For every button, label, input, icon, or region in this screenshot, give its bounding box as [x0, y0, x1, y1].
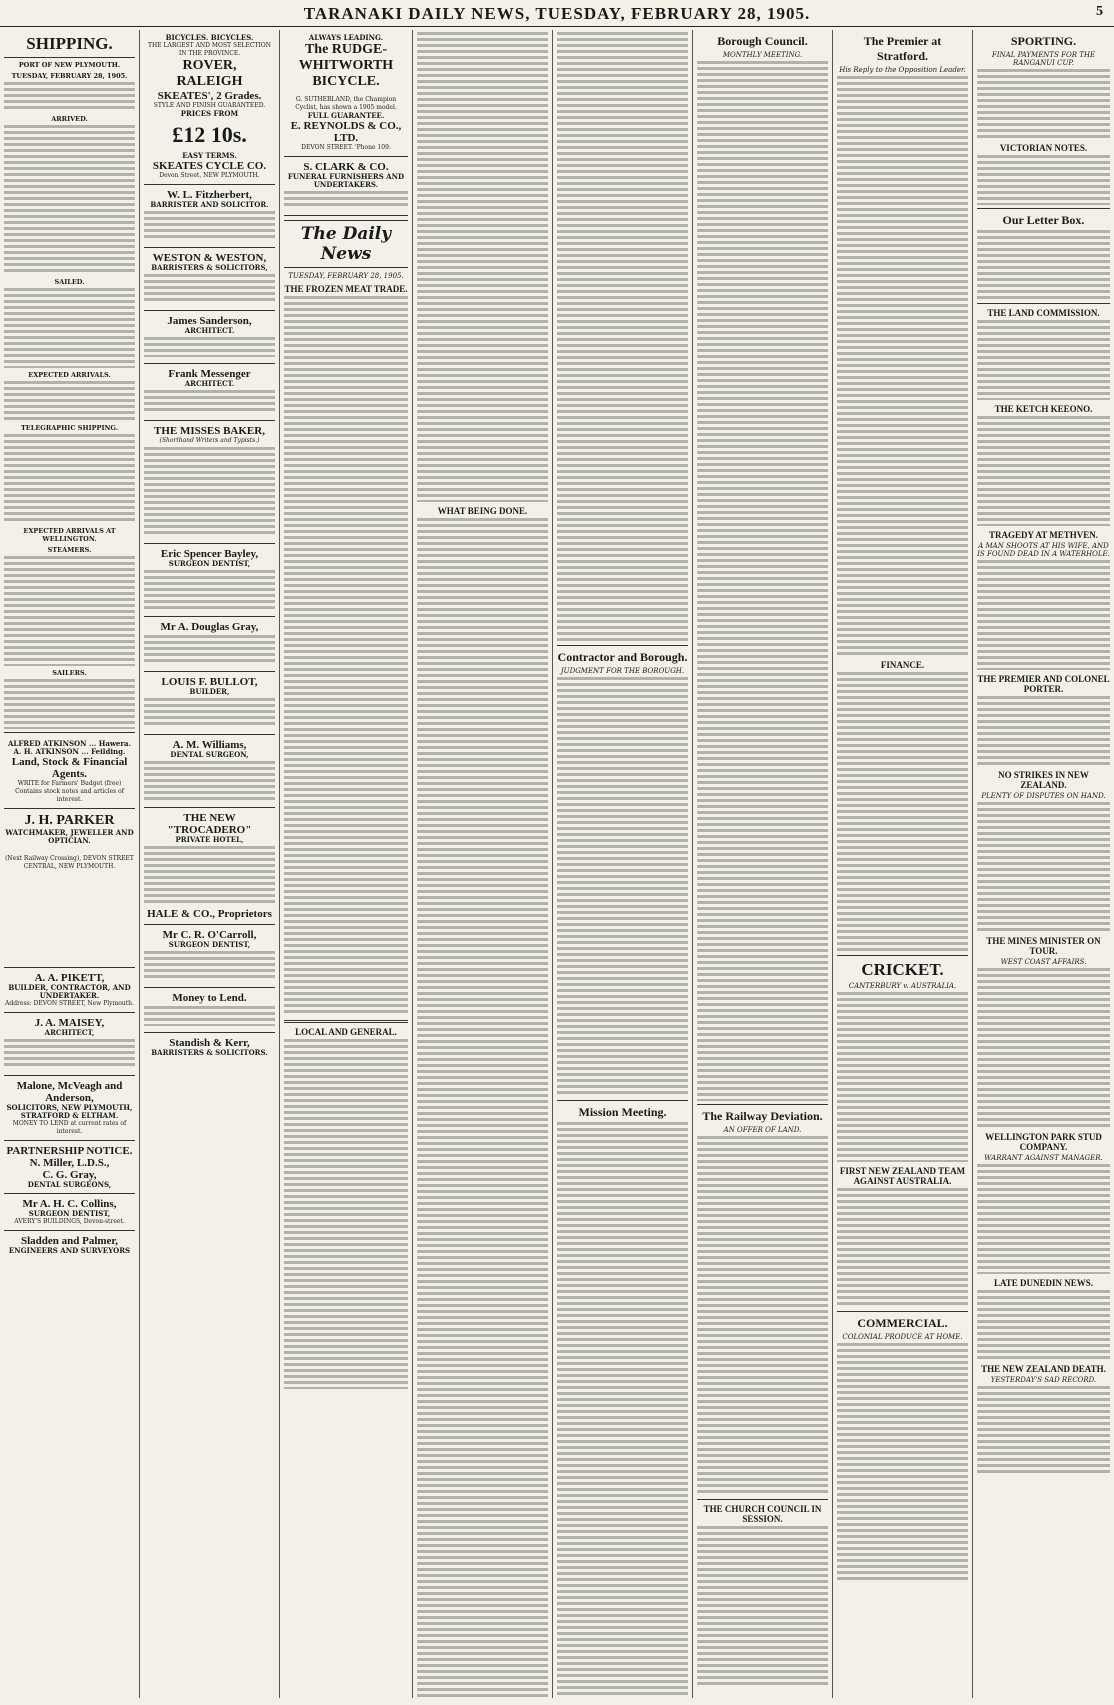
commercial-heading: COMMERCIAL.	[857, 1316, 948, 1330]
plenty-subheading: PLENTY OF DISPUTES ON HAND.	[981, 792, 1106, 800]
shipping-heading: SHIPPING.	[26, 34, 113, 53]
wellington-stud-heading: WELLINGTON PARK STUD COMPANY.	[985, 1132, 1102, 1152]
ad-misses-baker-trade: (Shorthand Writers and Typists.)	[159, 437, 260, 444]
ad-always-leading: ALWAYS LEADING.	[308, 33, 384, 42]
ad-standish	[144, 1033, 275, 1061]
ad-ocarroll	[144, 925, 275, 988]
steamers-heading: STEAMERS.	[47, 546, 92, 554]
ad-pikett-trade: BUILDER, CONTRACTOR, AND UNDERTAKER.	[8, 983, 131, 1000]
ad-parker-address: (Next Railway Crossing), DEVON STREET CENTRAL, NEW PLYMOUTH.	[5, 855, 134, 870]
text-block	[284, 296, 408, 1016]
ad-messenger-trade: ARCHITECT.	[184, 379, 235, 388]
column-2	[140, 30, 280, 1698]
ad-clark-name: S. CLARK & CO.	[303, 161, 389, 173]
wellington-heading: EXPECTED ARRIVALS AT WELLINGTON.	[23, 527, 116, 543]
ad-bayley	[144, 544, 275, 617]
ad-pikett-address: Address: DEVON STREET, New Plymouth.	[5, 1000, 134, 1007]
mission-heading: Mission Meeting.	[578, 1105, 667, 1119]
ad-atkinson	[4, 736, 135, 809]
column-8	[973, 30, 1114, 1698]
text-block	[4, 434, 135, 524]
what-being-done-heading: WHAT BEING DONE.	[437, 506, 528, 516]
ad-land-stock: Land, Stock & Financial Agents.	[11, 756, 128, 780]
ad-partnership	[4, 1141, 135, 1194]
ad-messenger-name: Frank Messenger	[168, 368, 251, 380]
arrived-heading: ARRIVED.	[51, 115, 88, 123]
text-block	[977, 155, 1110, 205]
ad-misses-baker-name: THE MISSES BAKER,	[154, 425, 265, 437]
text-block	[4, 381, 135, 421]
ad-skeates-name: SKEATES CYCLE CO.	[152, 160, 267, 172]
shipping-port: PORT OF NEW PLYMOUTH.	[18, 61, 121, 69]
ad-full-guarantee: FULL GUARANTEE.	[307, 111, 385, 120]
ad-bullot-trade: BUILDER,	[189, 687, 230, 696]
ad-williams-trade: DENTAL SURGEON,	[170, 750, 249, 759]
ad-pikett-name: A. A. PIKETT,	[34, 972, 105, 984]
text-block	[284, 191, 408, 209]
ad-skeates-grades: SKEATES', 2 Grades.	[157, 90, 262, 102]
ad-partnership-title: PARTNERSHIP NOTICE.	[6, 1145, 133, 1157]
ad-messenger	[144, 364, 275, 421]
ad-atkinson-names: ALFRED ATKINSON ... Hawera. A. H. ATKINSON ... Feilding.	[7, 739, 132, 756]
borough-council-heading: Borough Council.	[717, 34, 808, 48]
text-block	[697, 1526, 828, 1686]
text-block	[837, 672, 968, 952]
text-block	[144, 390, 275, 414]
text-block	[144, 337, 275, 357]
ad-weston-name: WESTON & WESTON,	[152, 252, 267, 264]
text-block	[837, 1343, 968, 1583]
railway-subheading: AN OFFER OF LAND.	[723, 1126, 802, 1134]
text-block	[977, 230, 1110, 300]
masthead	[0, 4, 1114, 27]
ad-easy-terms: EASY TERMS.	[182, 151, 237, 160]
text-block	[977, 69, 1110, 139]
text-block	[284, 1039, 408, 1389]
newspaper-date: TUESDAY, FEBRUARY 28, 1905.	[288, 272, 404, 280]
ad-sladden-trade: ENGINEERS AND SURVEYORS	[8, 1246, 131, 1255]
nz-death-heading: THE NEW ZEALAND DEATH.	[981, 1364, 1106, 1374]
text-block	[977, 1386, 1110, 1476]
ad-sladden	[4, 1231, 135, 1259]
text-block	[697, 61, 828, 1101]
text-block	[557, 677, 688, 1097]
sailed-heading: SAILED.	[54, 278, 85, 286]
ad-williams	[144, 735, 275, 808]
railway-heading: The Railway Deviation.	[702, 1109, 823, 1123]
ad-sanderson-trade: ARCHITECT.	[184, 326, 235, 335]
ad-price: £12 10s.	[172, 122, 247, 147]
ad-money-lend-title: Money to Lend.	[172, 992, 247, 1004]
ad-raleigh: RALEIGH	[176, 74, 243, 89]
ad-trocadero	[144, 808, 275, 925]
ad-fitzherbert-trade: BARRISTER AND SOLICITOR.	[150, 200, 269, 209]
ad-gray-name: C. G. Gray,	[42, 1169, 97, 1181]
ad-douglas-gray-name: Mr A. Douglas Gray,	[160, 621, 259, 633]
ad-collins-address: AVERY'S BUILDINGS, Devon-street.	[14, 1218, 125, 1225]
text-block	[144, 698, 275, 728]
newspaper-title: The Daily News	[284, 220, 408, 268]
text-block	[977, 802, 1110, 932]
borough-council-subheading: MONTHLY MEETING.	[722, 51, 803, 59]
ad-reynolds-name: E. REYNOLDS & CO., LTD.	[290, 120, 402, 144]
text-block	[977, 1164, 1110, 1274]
tragedy-heading: TRAGEDY AT METHVEN.	[988, 530, 1099, 540]
man-shoots-subheading: A MAN SHOOTS AT HIS WIFE, AND IS FOUND DEAD IN A WATERHOLE.	[977, 542, 1110, 558]
ad-bicycles-title: BICYCLES. BICYCLES.	[165, 33, 254, 42]
ad-fitzherbert-name: W. L. Fitzherbert,	[167, 189, 252, 201]
column-6	[693, 30, 833, 1698]
ad-malone-name: Malone, McVeagh and Anderson,	[16, 1080, 123, 1104]
ketch-heading: THE KETCH KEEONO.	[994, 404, 1093, 414]
ad-collins	[4, 1194, 135, 1231]
ad-bicycles	[144, 30, 275, 185]
text-block	[4, 125, 135, 275]
cricket-heading: CRICKET.	[861, 960, 944, 979]
premier-subheading: His Reply to the Opposition Leader.	[839, 66, 966, 74]
ad-money-lend	[144, 988, 275, 1033]
west-coast-subheading: WEST COAST AFFAIRS.	[1000, 958, 1087, 966]
ad-misses-baker	[144, 421, 275, 544]
ad-trocadero-sub: PRIVATE HOTEL,	[175, 835, 244, 844]
ad-bullot	[144, 672, 275, 735]
text-block	[977, 320, 1110, 400]
ad-malone-note: MONEY TO LEND at current rates of interest.	[12, 1120, 127, 1135]
victorian-notes-heading: VICTORIAN NOTES.	[999, 143, 1088, 153]
text-block	[4, 679, 135, 729]
ad-trocadero-name: THE NEW "TROCADERO"	[167, 812, 252, 836]
text-block	[4, 288, 135, 368]
text-block	[144, 951, 275, 981]
ad-sutherland: G. SUTHERLAND, the Champion Cyclist, has shown a 1905 model.	[295, 96, 397, 111]
ad-gray-trade: DENTAL SURGEONS,	[27, 1180, 112, 1189]
column-3	[280, 30, 413, 1698]
column-5	[553, 30, 693, 1698]
ad-bayley-trade: SURGEON DENTIST,	[168, 559, 251, 568]
contractor-subheading: JUDGMENT FOR THE BOROUGH.	[560, 667, 685, 675]
ad-standish-trade: BARRISTERS & SOLICITORS.	[151, 1048, 268, 1057]
ad-sladden-name: Sladden and Palmer,	[20, 1235, 119, 1247]
late-dunedin-heading: LATE DUNEDIN NEWS.	[993, 1278, 1094, 1288]
text-block	[144, 274, 275, 304]
text-block	[144, 761, 275, 801]
text-block	[557, 32, 688, 642]
contractor-heading: Contractor and Borough.	[557, 650, 688, 664]
church-council-heading: THE CHURCH COUNCIL IN SESSION.	[703, 1504, 822, 1524]
ad-hale-name: HALE & CO., Proprietors	[147, 908, 272, 920]
ad-collins-name: Mr A. H. C. Collins,	[22, 1198, 117, 1210]
text-block	[977, 1290, 1110, 1360]
page-number: 5	[1096, 4, 1104, 19]
expected-heading: EXPECTED ARRIVALS.	[28, 371, 111, 379]
column-4	[413, 30, 553, 1698]
land-commission-heading: THE LAND COMMISSION.	[987, 308, 1100, 318]
ad-malone-trade: SOLICITORS, NEW PLYMOUTH, STRATFORD & ELTHAM.	[6, 1103, 133, 1120]
ad-bicycles-largest: THE LARGEST AND MOST SELECTION IN THE PROVINCE.	[148, 42, 271, 57]
ad-maisey	[4, 1013, 135, 1076]
local-general-heading: LOCAL AND GENERAL.	[295, 1027, 397, 1037]
ad-maisey-name: J. A. MAISEY,	[34, 1017, 105, 1029]
ad-parker	[4, 809, 135, 968]
ad-clark-trade: FUNERAL FURNISHERS AND UNDERTAKERS.	[287, 172, 405, 189]
text-block	[4, 82, 135, 112]
ad-miller-name: N. Miller, L.D.S.,	[29, 1157, 110, 1169]
ad-weston-trade: BARRISTERS & SOLICITORS,	[151, 263, 268, 272]
sailers-heading: SAILERS.	[52, 669, 87, 677]
ad-rudge	[284, 30, 408, 157]
ad-parker-trade: WATCHMAKER, JEWELLER AND OPTICIAN.	[5, 828, 134, 845]
ad-fitzherbert	[144, 185, 275, 248]
ad-standish-name: Standish & Kerr,	[169, 1037, 250, 1049]
ad-rudge-name: The RUDGE-WHITWORTH BICYCLE.	[298, 42, 394, 89]
text-block	[977, 696, 1110, 766]
text-block	[144, 1006, 275, 1026]
ad-pikett	[4, 968, 135, 1013]
ad-maisey-trade: ARCHITECT,	[44, 1028, 95, 1037]
sporting-heading: SPORTING.	[1010, 34, 1077, 48]
ad-reynolds-address: DEVON STREET. 'Phone 109.	[301, 144, 391, 151]
text-block	[837, 1188, 968, 1308]
sporting-subheading: FINAL PAYMENTS FOR THE RANGANUI CUP.	[991, 51, 1096, 67]
text-block	[144, 211, 275, 241]
column-7	[833, 30, 973, 1698]
ad-weston	[144, 248, 275, 311]
cricket-subheading: CANTERBURY v. AUSTRALIA.	[848, 982, 957, 990]
ad-land-stock-note: WRITE for Farmers' Budget (free) Contains stock notes and articles of interest.	[15, 780, 124, 803]
text-block	[837, 76, 968, 656]
text-block	[4, 556, 135, 666]
text-block	[977, 560, 1110, 670]
text-block	[977, 968, 1110, 1128]
ad-ocarroll-trade: SURGEON DENTIST,	[168, 940, 251, 949]
nz-team-heading: FIRST NEW ZEALAND TEAM AGAINST AUSTRALIA.	[839, 1166, 966, 1186]
ad-douglas-gray	[144, 617, 275, 672]
text-block	[557, 1122, 688, 1698]
yesterdays-subheading: YESTERDAY'S SAD RECORD.	[990, 1376, 1097, 1384]
warrant-subheading: WARRANT AGAINST MANAGER.	[984, 1154, 1103, 1162]
ad-style-finish: STYLE AND FINISH GUARANTEED.	[153, 102, 266, 109]
text-block	[837, 992, 968, 1162]
masthead-title: TARANAKI DAILY NEWS, TUESDAY, FEBRUARY 28, 1905.	[303, 4, 811, 23]
ad-williams-name: A. M. Williams,	[172, 739, 247, 751]
text-block	[417, 518, 548, 1698]
text-block	[4, 1039, 135, 1069]
mines-minister-heading: THE MINES MINISTER ON TOUR.	[986, 936, 1101, 956]
ad-bayley-name: Eric Spencer Bayley,	[160, 548, 259, 560]
text-block	[144, 570, 275, 610]
text-block	[144, 635, 275, 665]
ad-ocarroll-name: Mr C. R. O'Carroll,	[162, 929, 257, 941]
commercial-subheading: COLONIAL PRODUCE AT HOME.	[842, 1333, 963, 1341]
ad-clark	[284, 157, 408, 216]
frozen-meat-heading: THE FROZEN MEAT TRADE.	[284, 284, 408, 294]
ad-bullot-name: LOUIS F. BULLOT,	[161, 676, 258, 688]
shipping-date: TUESDAY, FEBRUARY 28, 1905.	[11, 72, 128, 80]
text-block	[144, 447, 275, 537]
ad-rover: ROVER,	[182, 58, 237, 73]
ad-prices-from: PRICES FROM	[180, 109, 239, 118]
premier-heading: The Premier at Stratford.	[863, 34, 942, 63]
finance-heading: FINANCE.	[880, 660, 925, 670]
column-1	[0, 30, 140, 1698]
letter-box-heading: Our Letter Box.	[1002, 213, 1085, 227]
ad-skeates-address: Devon Street, NEW PLYMOUTH.	[159, 172, 260, 179]
no-strikes-heading: NO STRIKES IN NEW ZEALAND.	[998, 770, 1089, 790]
text-block	[697, 1136, 828, 1496]
ad-collins-trade: SURGEON DENTIST,	[28, 1209, 111, 1218]
telegraphic-heading: TELEGRAPHIC SHIPPING.	[20, 424, 119, 432]
text-block	[417, 32, 548, 502]
text-block	[977, 416, 1110, 526]
ad-parker-name: J. H. PARKER	[24, 813, 115, 828]
ad-malone	[4, 1076, 135, 1141]
ad-sanderson	[144, 311, 275, 364]
text-block	[144, 846, 275, 906]
ad-sanderson-name: James Sanderson,	[167, 315, 252, 327]
premier-porter-heading: THE PREMIER AND COLONEL PORTER.	[977, 674, 1110, 694]
